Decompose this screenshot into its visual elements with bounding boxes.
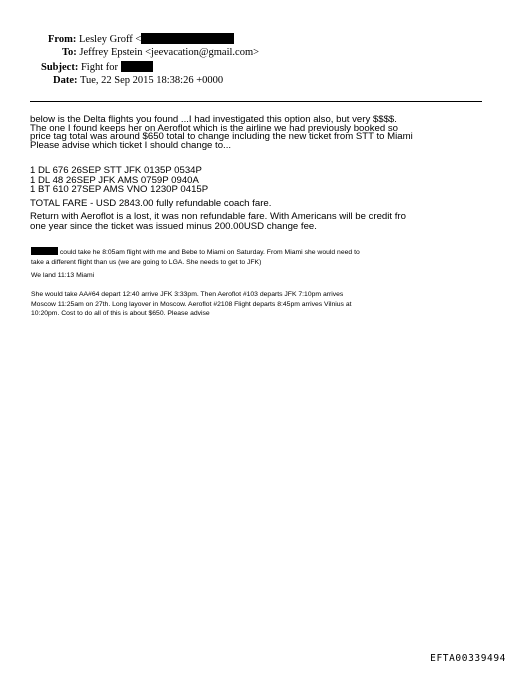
subject-value: Fight for bbox=[80, 62, 119, 73]
paragraph-return bbox=[30, 212, 406, 231]
text-line: She would take AA#64 depart 12:40 arrive JFK 3:33pm. Then Aeroflot #103 departs JFK 7:10pm arrives bbox=[31, 291, 344, 298]
quote-paragraph-3 bbox=[31, 290, 352, 319]
date-label: Date: bbox=[53, 75, 78, 86]
quote-text: could take he 8:05am flight with me and Bebe to Miami on Saturday. From Miami she would need to bbox=[58, 249, 360, 256]
text-line bbox=[31, 247, 360, 258]
text-line: price tag total was around $650 total to change including the new ticket from STT to Miami bbox=[30, 131, 413, 143]
text-line: one year since the ticket was issued minus 200.00USD change fee. bbox=[30, 220, 317, 232]
document-id: EFTA00339494 bbox=[430, 653, 506, 664]
text-line: Return with Aeroflot is a lost, it was non refundable fare. With Americans will be credit fro bbox=[30, 211, 406, 222]
to-line bbox=[62, 47, 259, 58]
subject-label: Subject: bbox=[41, 62, 79, 73]
to-label: To: bbox=[62, 47, 77, 58]
flight-line: 1 DL 48 26SEP JFK AMS 0759P 0940A bbox=[30, 174, 199, 186]
to-value: Jeffrey Epstein <jeevacation@gmail.com> bbox=[79, 47, 260, 58]
fare-text: TOTAL FARE - USD 2843.00 fully refundable coach fare. bbox=[30, 198, 272, 209]
flight-line: 1 DL 676 26SEP STT JFK 0135P 0534P bbox=[30, 165, 202, 176]
date-value: Tue, 22 Sep 2015 18:38:26 +0000 bbox=[79, 75, 224, 86]
total-fare bbox=[30, 199, 271, 209]
redaction-bar bbox=[121, 61, 153, 72]
redaction-bar bbox=[31, 247, 58, 255]
from-line bbox=[48, 33, 234, 45]
text-line: below is the Delta flights you found ...I had investigated this option also, but very $$$$. bbox=[30, 114, 397, 125]
text-line: Please advise which ticket I should change to... bbox=[30, 139, 232, 151]
from-label: From: bbox=[48, 34, 77, 45]
text-line: Moscow 11:25am on 27th. Long layover in Moscow. Aeroflot #2108 Flight departs 8:45pm arrives Vilnius at bbox=[31, 300, 352, 308]
redaction-bar bbox=[141, 33, 234, 44]
from-value: Lesley Groff < bbox=[79, 34, 142, 45]
quote-paragraph-1 bbox=[31, 247, 360, 267]
quote-paragraph-2 bbox=[31, 271, 94, 281]
flight-line: 1 BT 610 27SEP AMS VNO 1230P 0415P bbox=[30, 184, 209, 196]
header-divider bbox=[30, 101, 482, 102]
subject-line bbox=[41, 61, 153, 73]
text-line: take a different flight than us (we are going to LGA. She needs to get to JFK) bbox=[31, 258, 262, 266]
paragraph-intro bbox=[30, 116, 413, 150]
flight-list bbox=[30, 166, 208, 195]
text-line: 10:20pm. Cost to do all of this is about $650. Please advise bbox=[31, 310, 210, 318]
date-line bbox=[53, 75, 223, 86]
text-line: The one I found keeps her on Aeroflot which is the airline we had previously booked so bbox=[30, 122, 398, 134]
text-line: We land 11:13 Miami bbox=[31, 272, 95, 279]
